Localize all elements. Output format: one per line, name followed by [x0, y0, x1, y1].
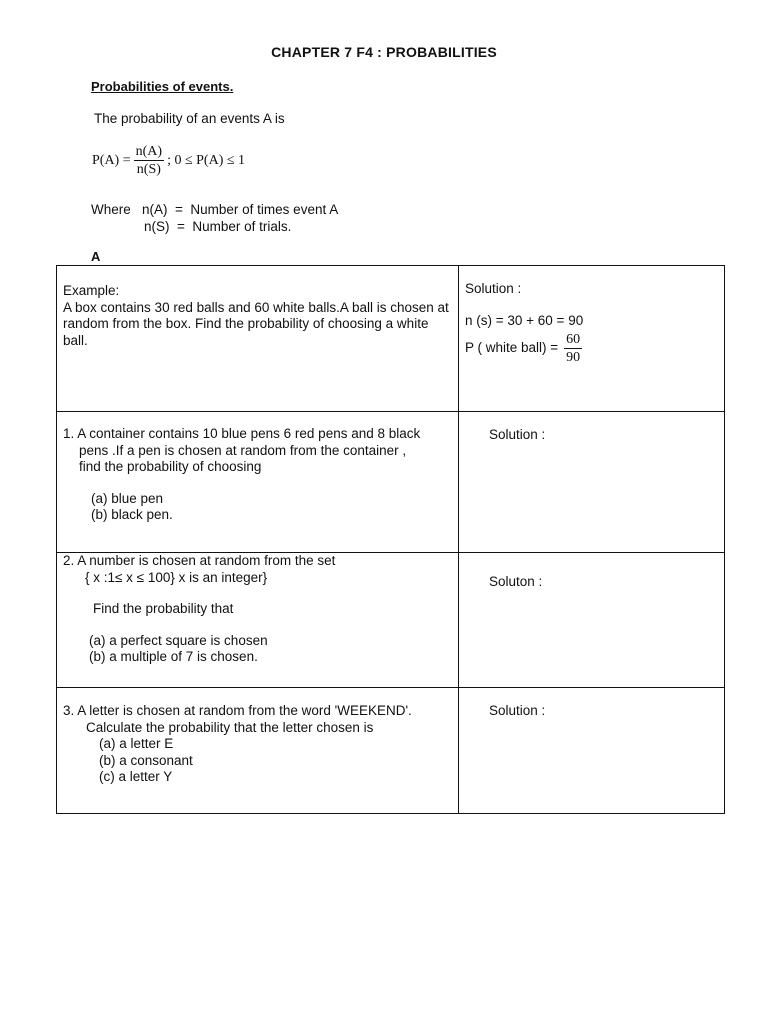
q3-solution-label: Solution :: [489, 703, 546, 718]
solution-label: Solution :: [465, 281, 522, 296]
q2-prompt: Find the probability that: [93, 601, 234, 616]
formula-numerator: n(A): [135, 144, 163, 159]
solution-numerator: 60: [566, 332, 581, 347]
formula-lhs: P(A) =: [92, 152, 131, 168]
exercise-table: [56, 265, 725, 814]
solution-p-label: P ( white ball) =: [465, 340, 559, 356]
q1-line-3: find the probability of choosing: [79, 459, 262, 474]
page-title: CHAPTER 7 F4 : PROBABILITIES: [271, 44, 497, 60]
solution-fraction: [564, 331, 582, 366]
q3-part-b: (b) a consonant: [99, 752, 193, 768]
question-1-cell: [57, 412, 459, 553]
q1-line-2: pens .If a pen is chosen at random from the container ,: [79, 442, 407, 458]
where-line-2: n(S) = Number of trials.: [144, 219, 292, 234]
q2-part-a: (a) a perfect square is chosen: [89, 632, 268, 648]
table-row: [57, 412, 725, 553]
q2-part-b: (b) a multiple of 7 is chosen.: [89, 649, 258, 664]
intro-text: The probability of an events A is: [94, 111, 285, 126]
formula-fraction: [134, 143, 164, 178]
q2-set: { x :1≤ x ≤ 100} x is an integer}: [85, 569, 268, 585]
example-solution-cell: [459, 266, 725, 412]
q3-part-c: (c) a letter Y: [99, 769, 173, 784]
question-3-cell: [57, 688, 459, 814]
q1-part-b: (b) black pen.: [91, 507, 173, 522]
formula-denominator: n(S): [136, 162, 161, 177]
q3-part-a: (a) a letter E: [99, 736, 174, 751]
where-line-1: Where n(A) = Number of times event A: [91, 202, 339, 217]
question-2-cell: [57, 553, 459, 688]
solution-line-1: n (s) = 30 + 60 = 90: [465, 312, 584, 328]
q1-part-a: (a) blue pen: [91, 490, 164, 506]
table-row: [57, 688, 725, 814]
q3-line-1: 3. A letter is chosen at random from the word 'WEEKEND'.: [63, 703, 412, 718]
example-cell: [57, 266, 459, 412]
question-1-solution-cell: [459, 412, 725, 553]
example-text: A box contains 30 red balls and 60 white balls.A ball is chosen at random from the box. Find the probability of choosing a white ball.: [63, 299, 449, 348]
section-heading: Probabilities of events.: [91, 79, 234, 94]
q1-line-1: 1. A container contains 10 blue pens 6 red pens and 8 black: [63, 426, 421, 441]
question-3-solution-cell: [459, 688, 725, 814]
example-label: Example:: [63, 283, 120, 298]
section-mark: A: [91, 249, 101, 264]
q2-line-1: 2. A number is chosen at random from the set: [63, 553, 336, 568]
solution-line-2: [465, 331, 718, 366]
formula-condition: ; 0 ≤ P(A) ≤ 1: [167, 152, 246, 168]
q3-line-2: Calculate the probability that the letter chosen is: [86, 719, 374, 735]
question-2-solution-cell: [459, 553, 725, 688]
probability-formula: [92, 143, 245, 178]
table-row: [57, 266, 725, 412]
where-definitions: [91, 201, 338, 235]
table-row: [57, 553, 725, 688]
q1-solution-label: Solution :: [489, 427, 546, 442]
q2-solution-label: Soluton :: [489, 574, 543, 589]
solution-denominator: 90: [566, 350, 581, 365]
